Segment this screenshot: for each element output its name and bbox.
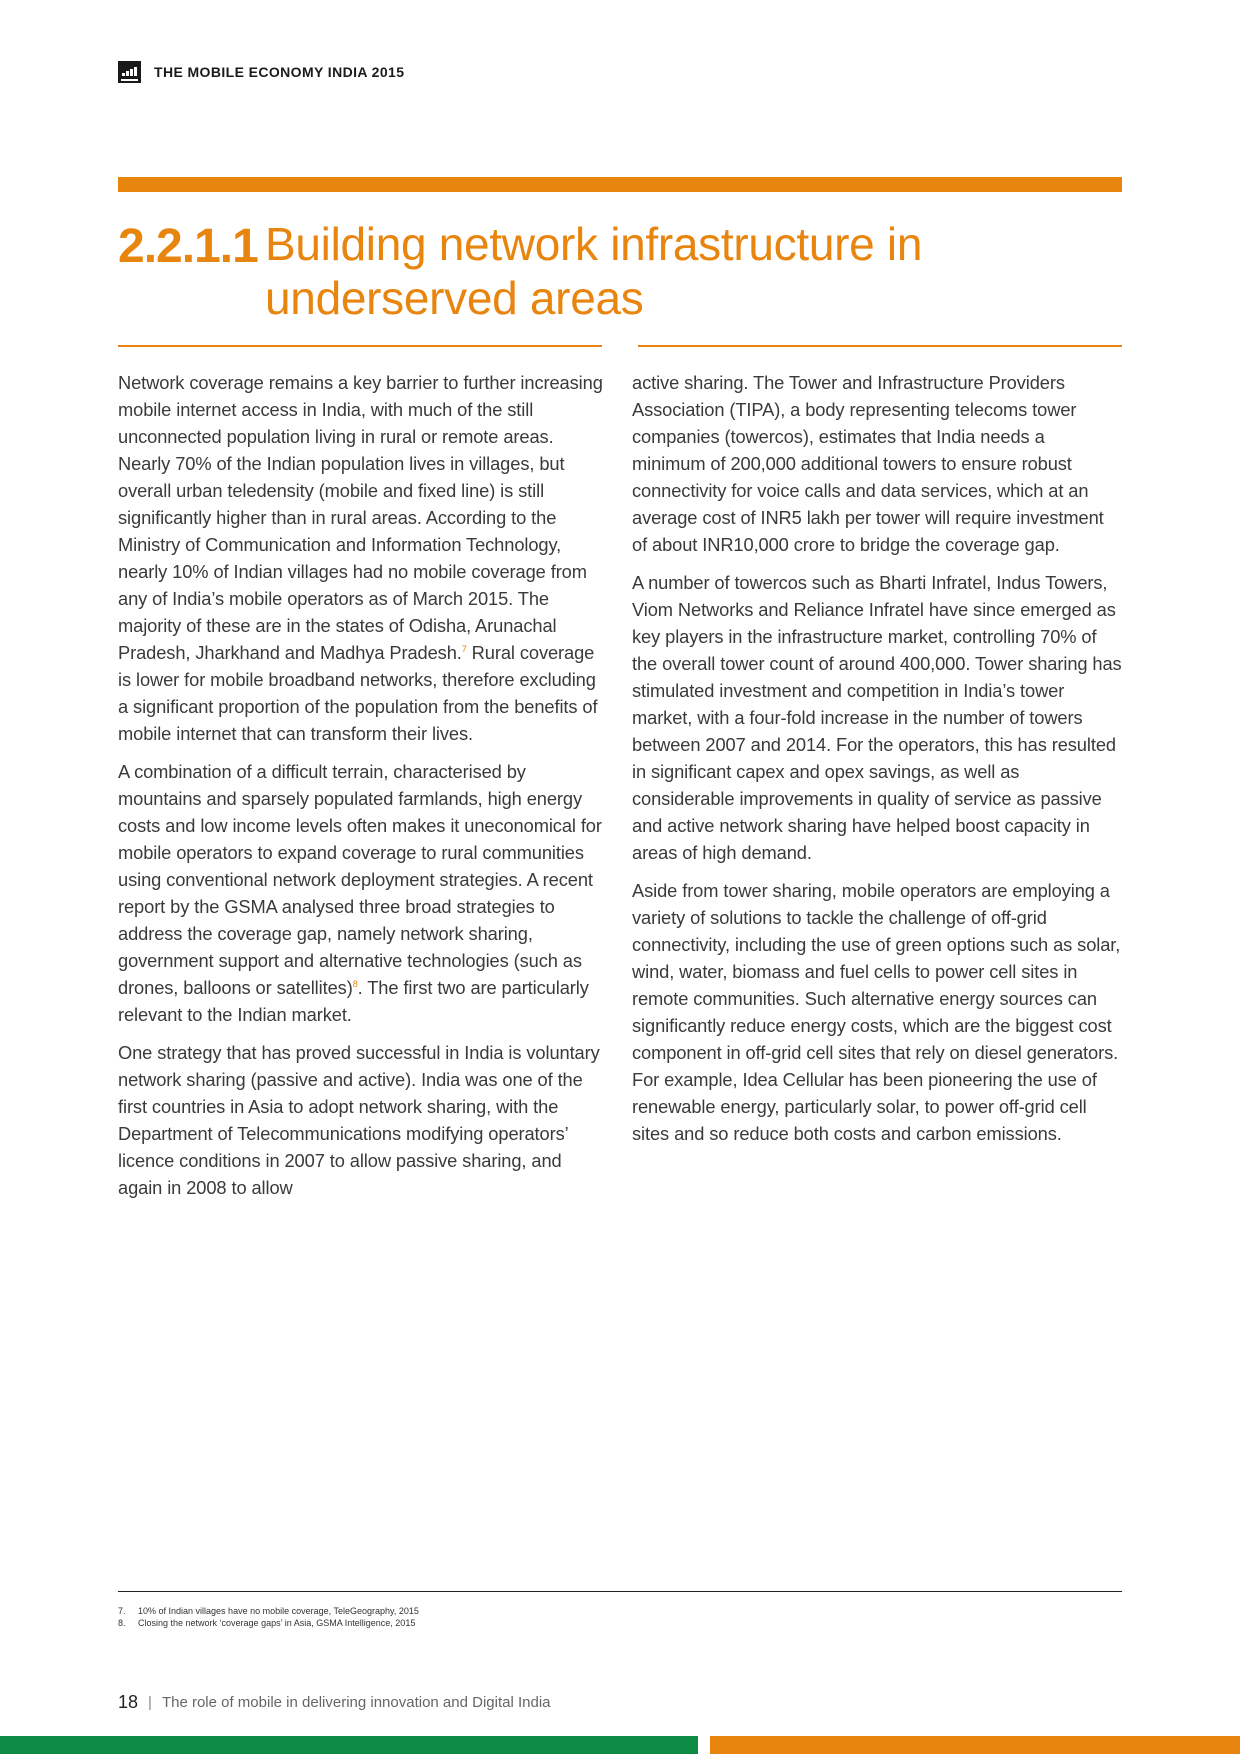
- gsma-logo-icon: [118, 61, 141, 83]
- footer-green-bar: [0, 1736, 698, 1754]
- footnote-text: 10% of Indian villages have no mobile coverage, TeleGeography, 2015: [138, 1606, 419, 1616]
- paragraph-text: Rural coverage is lower for mobile broadband networks, therefore excluding a significant proportion of the population from the benefits of mobile internet that can transform their lives.: [118, 642, 598, 744]
- section-number: 2.2.1.1: [118, 220, 258, 273]
- page-number: 18: [118, 1692, 139, 1712]
- footer-text: The role of mobile in delivering innovation and Digital India: [161, 1694, 551, 1711]
- section-title-line-1: Building network infrastructure in: [265, 218, 923, 270]
- right-column: [632, 369, 1122, 1158]
- paragraph-text: A combination of a difficult terrain, characterised by mountains and sparsely populated farmlands, high energy costs and low income levels often makes it uneconomical for mobile operators to expand coverage to rural communities using conventional network deployment strategies. A recent report by the GSMA analysed three broad strategies to address the coverage gap, namely network sharing, government support and alternative technologies (such as drones, balloons or satellites): [118, 761, 602, 998]
- section-title: [265, 217, 1025, 325]
- footnote-divider: [118, 1591, 1122, 1592]
- footer-separator: |: [148, 1694, 152, 1711]
- footnote-number: 7.: [118, 1606, 126, 1616]
- footnote: [118, 1617, 419, 1629]
- paragraph: A number of towercos such as Bharti Infratel, Indus Towers, Viom Networks and Reliance Infratel have since emerged as key players in the infrastructure market, controlling 70% of the overall tower count of around 400,000. Tower sharing has stimulated investment and competition in India’s tower market, with a four-fold increase in the number of towers between 2007 and 2014. For the operators, this has resulted in significant capex and opex savings, as well as considerable improvements in quality of service as passive and active network sharing have helped boost capacity in areas of high demand.: [632, 572, 1122, 863]
- paragraph: One strategy that has proved successful in India is voluntary network sharing (passive and active). India was one of the first countries in Asia to adopt network sharing, with the Department of Telecommunications modifying operators’ licence conditions in 2007 to allow passive sharing, and again in 2008 to allow: [118, 1042, 600, 1198]
- page-footer: [118, 1692, 551, 1713]
- footnote-ref[interactable]: 8: [352, 978, 358, 989]
- paragraph: [118, 758, 608, 1028]
- left-column: [118, 369, 608, 1212]
- document-title: THE MOBILE ECONOMY INDIA 2015: [154, 64, 405, 80]
- footnote: [118, 1605, 419, 1617]
- footnotes: [118, 1605, 419, 1629]
- footnote-number: 8.: [118, 1618, 126, 1628]
- left-column-rule: [118, 345, 602, 347]
- orange-title-bar: [118, 177, 1122, 192]
- footnote-text: Closing the network ‘coverage gaps’ in Asia, GSMA Intelligence, 2015: [138, 1618, 416, 1628]
- paragraph: [118, 369, 608, 747]
- paragraph: active sharing. The Tower and Infrastructure Providers Association (TIPA), a body representing telecoms tower companies (towercos), estimates that India needs a minimum of 200,000 additional towers to ensure robust connectivity for voice calls and data services, which at an average cost of INR5 lakh per tower will require investment of about INR10,000 crore to bridge the coverage gap.: [632, 372, 1104, 555]
- footer-orange-bar: [710, 1736, 1240, 1754]
- page-header: [118, 60, 404, 84]
- right-column-rule: [638, 345, 1122, 347]
- footnote-ref[interactable]: 7: [461, 643, 467, 654]
- section-title-line-2: underserved areas: [265, 272, 644, 324]
- paragraph-text: . The first two are particularly relevant to the Indian market.: [118, 977, 589, 1025]
- paragraph-text: Network coverage remains a key barrier to further increasing mobile internet access in India, with much of the still unconnected population living in rural or remote areas. Nearly 70% of the Indian population lives in villages, but overall urban teledensity (mobile and fixed line) is still significantly higher than in rural areas. According to the Ministry of Communication and Information Technology, nearly 10% of Indian villages had no mobile coverage from any of India’s mobile operators as of March 2015. The majority of these are in the states of Odisha, Arunachal Pradesh, Jharkhand and Madhya Pradesh.: [118, 372, 603, 663]
- paragraph: Aside from tower sharing, mobile operators are employing a variety of solutions to tackle the challenge of off-grid connectivity, including the use of green options such as solar, wind, water, biomass and fuel cells to power cell sites in remote communities. Such alternative energy sources can significantly reduce energy costs, which are the biggest cost component in off-grid cell sites that rely on diesel generators. For example, Idea Cellular has been pioneering the use of renewable energy, particularly solar, to power off-grid cell sites and so reduce both costs and carbon emissions.: [632, 880, 1121, 1144]
